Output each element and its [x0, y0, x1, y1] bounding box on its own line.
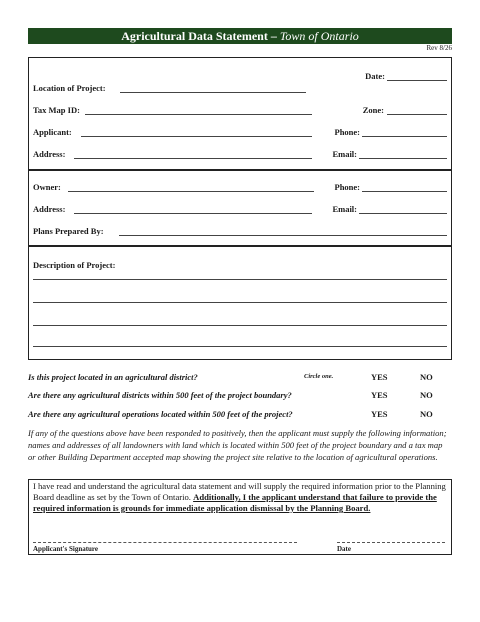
form-title: [28, 28, 452, 44]
certification-text: [33, 481, 447, 514]
certification-box: [28, 479, 452, 555]
location-label: Location of Project:: [33, 83, 106, 93]
signature-date-field[interactable]: [337, 542, 445, 543]
location-field[interactable]: [120, 83, 306, 93]
yes-option[interactable]: YES: [371, 390, 388, 400]
plans-label: Plans Prepared By:: [33, 226, 104, 236]
description-line[interactable]: [33, 346, 447, 347]
date-label: Date:: [365, 71, 385, 81]
yes-option[interactable]: YES: [371, 409, 388, 419]
owner-address-field[interactable]: [74, 204, 312, 214]
zone-field[interactable]: [387, 105, 447, 115]
phone-field[interactable]: [362, 127, 447, 137]
owner-info-box: [28, 170, 452, 246]
zone-label: Zone:: [362, 105, 384, 115]
plans-field[interactable]: [119, 226, 447, 236]
title-town: Town of Ontario: [279, 29, 359, 43]
email-field[interactable]: [359, 149, 447, 159]
owner-email-field[interactable]: [359, 204, 447, 214]
tax-map-field[interactable]: [85, 105, 312, 115]
question-text: Is this project located in an agricultural district?: [28, 372, 198, 382]
project-info-box: [28, 57, 452, 170]
no-option[interactable]: NO: [420, 390, 433, 400]
circle-one-hint: Circle one.: [304, 373, 334, 380]
title-main: Agricultural Data Statement –: [121, 29, 280, 43]
signature-label: Applicant's Signature: [33, 545, 99, 553]
owner-label: Owner:: [33, 182, 61, 192]
tax-map-label: Tax Map ID:: [33, 105, 80, 115]
applicant-label: Applicant:: [33, 127, 72, 137]
owner-address-label: Address:: [33, 204, 66, 214]
question-text: Are there any agricultural districts within 500 feet of the project boundary?: [28, 390, 292, 400]
revision-label: Rev 8/26: [426, 44, 452, 52]
description-box: [28, 246, 452, 360]
certification-warning: Additionally, I the applicant understand that failure to provide the required information is grounds for immediate application dismissal by the Planning Board.: [33, 492, 437, 513]
applicant-field[interactable]: [81, 127, 312, 137]
question-text: Are there any agricultural operations located within 500 feet of the project?: [28, 409, 293, 419]
signature-date-label: Date: [337, 545, 351, 553]
instruction-note: If any of the questions above have been responded to positively, then the applicant must supply the following information; names and addresses of all landowners with land which is located within 500 feet of the project boundary and a tax map or other Building Department accepted map showing the project site relative to the location of agricultural operations.: [28, 428, 447, 462]
owner-phone-field[interactable]: [362, 182, 447, 192]
owner-email-label: Email:: [332, 204, 357, 214]
description-line[interactable]: [33, 279, 447, 280]
yes-option[interactable]: YES: [371, 372, 388, 382]
no-option[interactable]: NO: [420, 372, 433, 382]
email-label: Email:: [332, 149, 357, 159]
question-row: [28, 390, 452, 400]
certification-statement: I have read and understand the agricultural data statement and will supply the required information prior to the Planning Board deadline as set by the Town of Ontario.: [33, 481, 446, 502]
description-line[interactable]: [33, 302, 447, 303]
description-line[interactable]: [33, 325, 447, 326]
description-label: Description of Project:: [33, 260, 116, 270]
phone-label: Phone:: [334, 127, 360, 137]
date-field[interactable]: [387, 71, 447, 81]
owner-field[interactable]: [68, 182, 314, 192]
address-field[interactable]: [74, 149, 312, 159]
question-row: [28, 372, 452, 382]
no-option[interactable]: NO: [420, 409, 433, 419]
question-row: [28, 409, 452, 419]
signature-field[interactable]: [33, 542, 297, 543]
owner-phone-label: Phone:: [334, 182, 360, 192]
address-label: Address:: [33, 149, 66, 159]
